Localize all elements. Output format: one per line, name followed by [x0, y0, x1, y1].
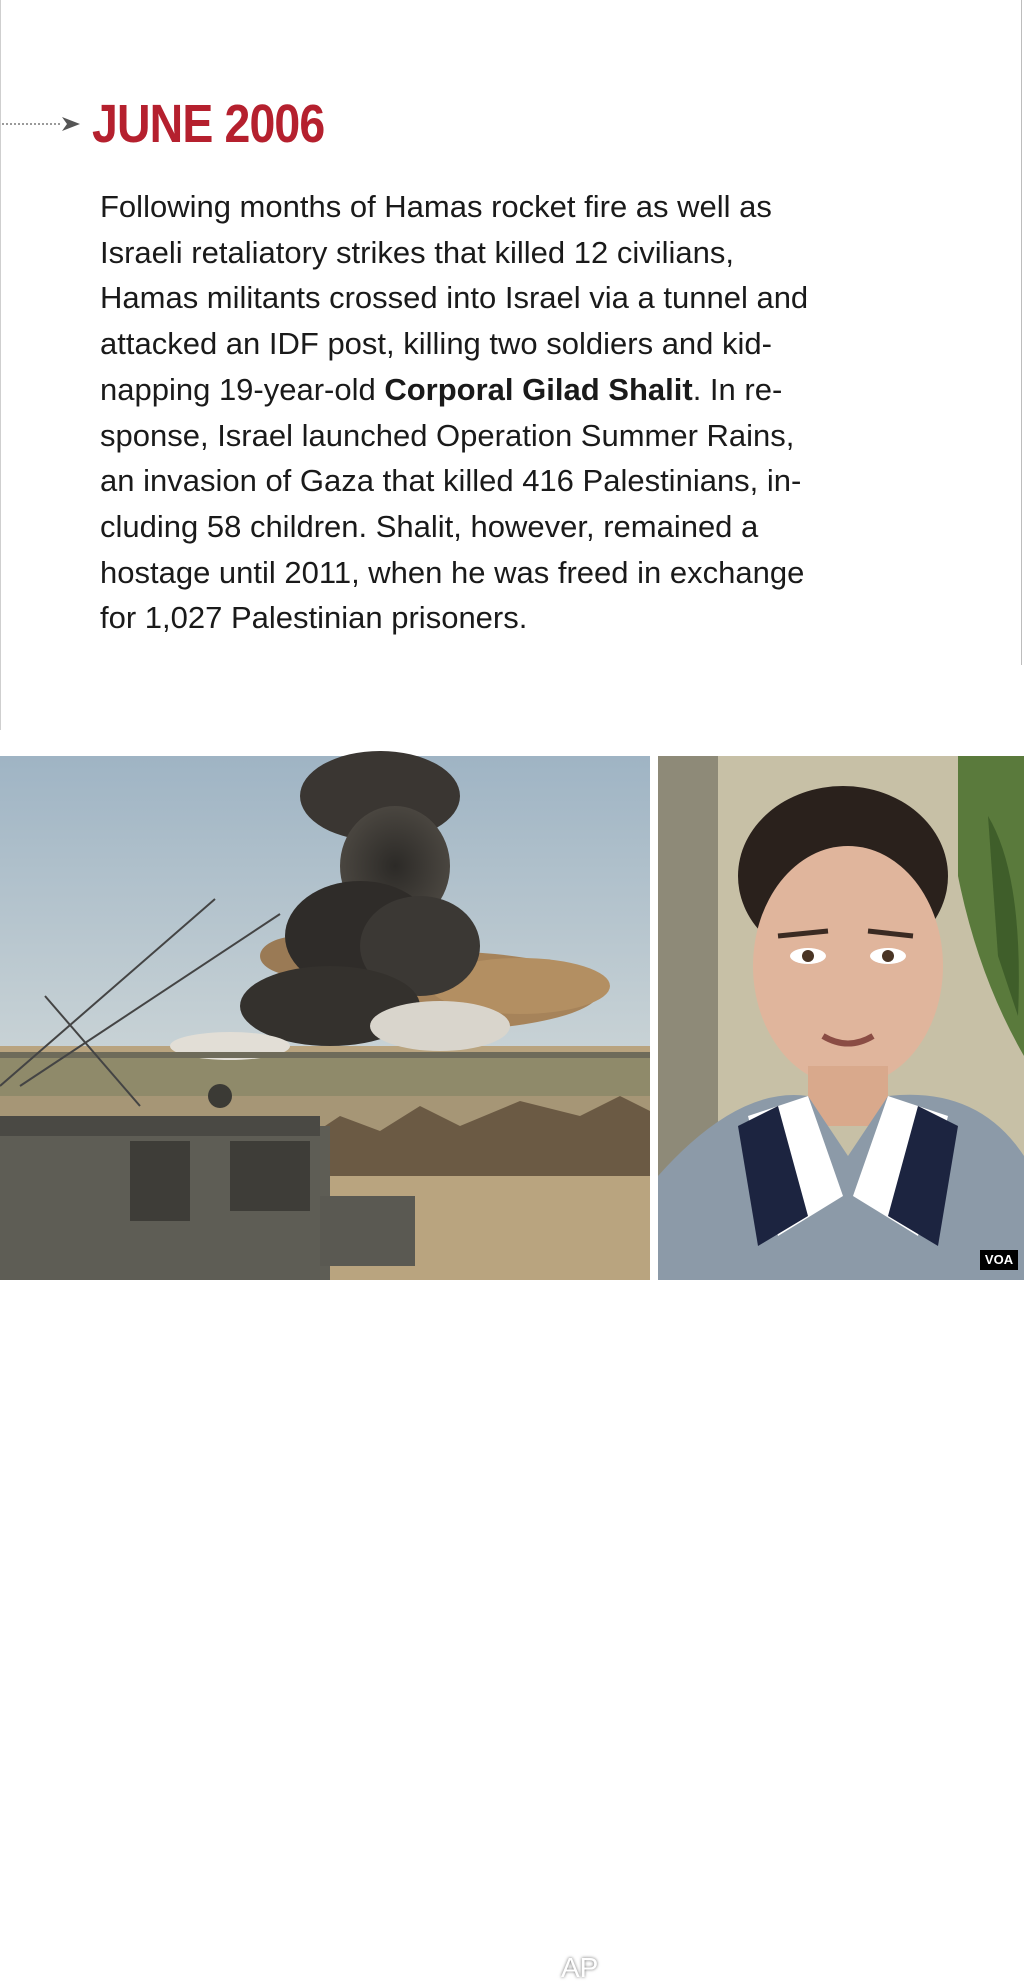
timeline-dotted-line [2, 123, 60, 125]
text-line: an invasion of Gaza that killed 416 Palestinians, in- [100, 463, 802, 499]
text-line: hostage until 2011, when he was freed in exchange [100, 554, 805, 590]
photo-credit: AP [561, 1952, 599, 1983]
text-line: cluding 58 children. Shalit, however, remained a [100, 508, 759, 544]
text-line: Following months of Hamas rocket fire as well as [100, 189, 772, 224]
text-line: attacked an IDF post, killing two soldiers and kid- [100, 326, 772, 362]
text-segment: napping 19-year-old [100, 371, 385, 407]
text-line: sponse, Israel launched Operation Summer Rains, [100, 417, 795, 453]
text-line: Hamas militants crossed into Israel via a tunnel and [100, 280, 809, 316]
text-line: Israeli retaliatory strikes that killed 12 civilians, [100, 234, 735, 270]
left-frame-line [0, 0, 1, 730]
explosion-photo [0, 756, 650, 1983]
portrait-photo [658, 756, 1024, 1280]
highlighted-name: Corporal Gilad Shalit [384, 371, 693, 407]
page-title: JUNE 2006 [92, 94, 325, 154]
voa-logo: VOA [980, 1250, 1018, 1270]
arrow-right-icon [60, 113, 82, 135]
body-paragraph [100, 184, 900, 641]
text-line [100, 367, 900, 413]
right-frame-line [1021, 0, 1022, 665]
text-line: for 1,027 Palestinian prisoners. [100, 600, 528, 636]
text-segment: . In re- [692, 371, 783, 407]
